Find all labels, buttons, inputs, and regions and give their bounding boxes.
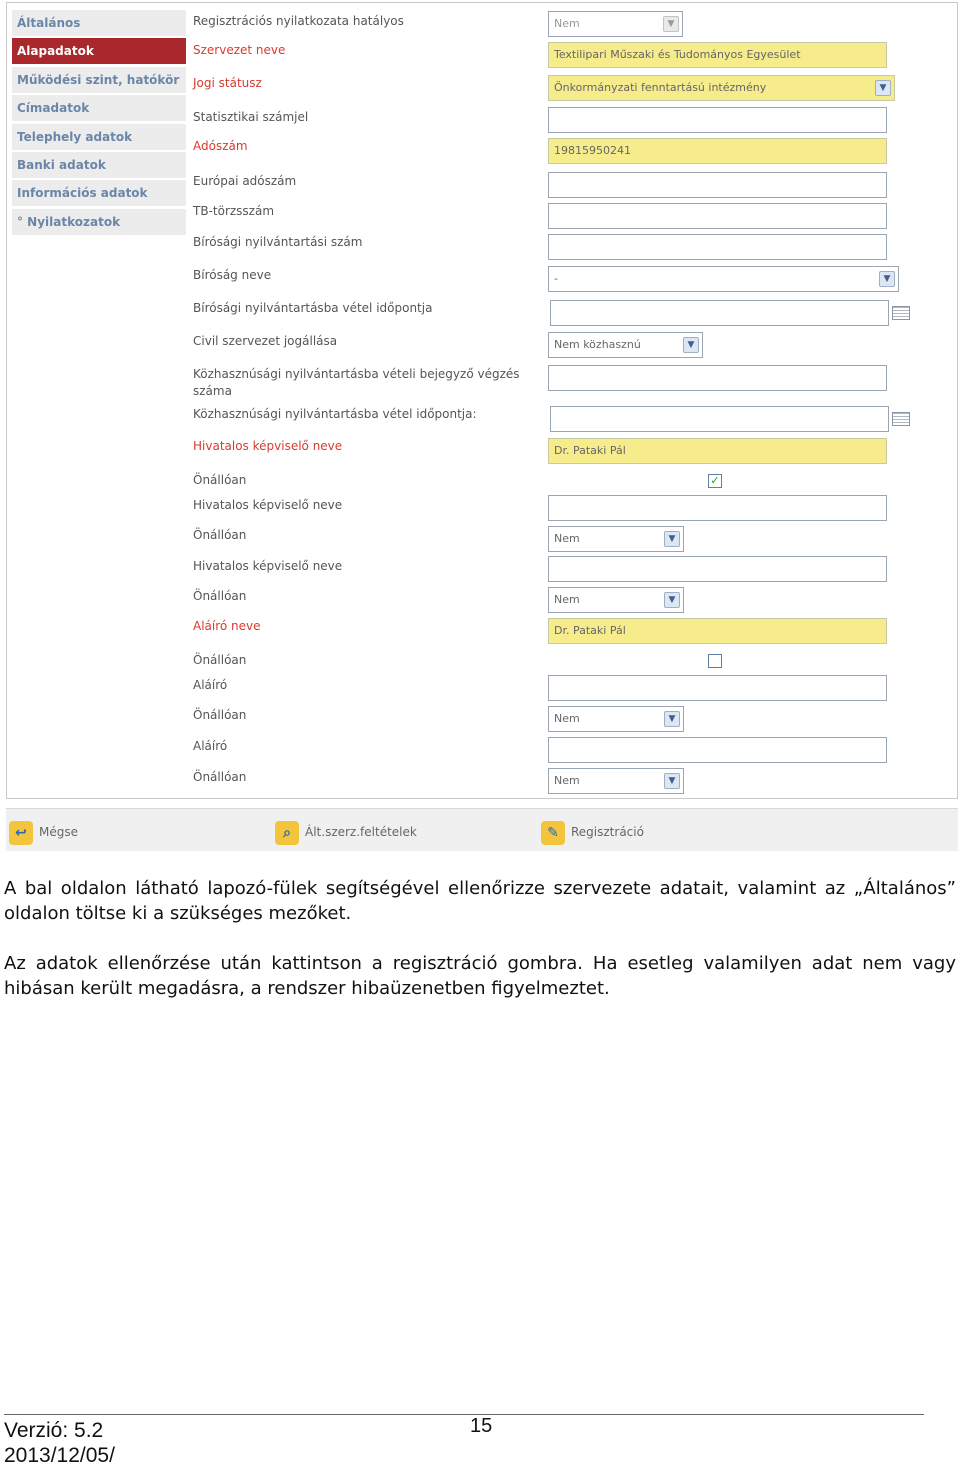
- court-name-select[interactable]: [548, 266, 899, 292]
- court-registration-number-input[interactable]: [548, 234, 887, 260]
- label-tb-number: TB-törzsszám: [193, 204, 275, 218]
- label-statistical-number: Statisztikai számjel: [193, 110, 309, 124]
- magnifier-icon: ⌕: [275, 821, 299, 845]
- label-independent-4: Önállóan: [193, 653, 247, 667]
- instruction-paragraph-1: A bal oldalon látható lapozó-fülek segítségével ellenőrizze szervezete adatait, valamint az „Általános” oldalon töltse ki a szükséges mezőket.: [4, 878, 956, 924]
- footer-date: 2013/12/05/: [4, 1444, 115, 1467]
- tab-informacios-adatok[interactable]: Információs adatok: [12, 180, 186, 206]
- eu-tax-number-input[interactable]: [548, 172, 887, 198]
- tab-cimadatok[interactable]: Címadatok: [12, 95, 186, 121]
- pencil-icon: ✎: [541, 821, 565, 845]
- terms-label: Ált.szerz.feltételek: [305, 825, 417, 839]
- select-value: Önkormányzati fenntartású intézmény: [554, 81, 767, 94]
- label-signatory-name: Aláíró neve: [193, 619, 261, 633]
- statistical-number-input[interactable]: [548, 107, 887, 133]
- civil-status-select[interactable]: [548, 332, 703, 358]
- select-value: Nem: [554, 532, 580, 545]
- chevron-down-icon: ▼: [683, 337, 699, 353]
- signatory-independent-checkbox[interactable]: [708, 654, 722, 668]
- chevron-down-icon: ▼: [664, 592, 680, 608]
- public-benefit-order-number-input[interactable]: [548, 365, 887, 391]
- footer-page-number: 15: [470, 1415, 493, 1437]
- chevron-down-icon: ▼: [664, 773, 680, 789]
- cancel-label: Mégse: [39, 825, 78, 839]
- terms-button[interactable]: [275, 819, 417, 845]
- official-rep-name-input[interactable]: Dr. Pataki Pál: [548, 438, 887, 464]
- calendar-icon[interactable]: [892, 306, 910, 320]
- footer-version: Verzió: 5.2: [4, 1419, 104, 1442]
- independent-5-select[interactable]: [548, 706, 684, 732]
- court-registration-date-input[interactable]: [550, 300, 889, 326]
- independent-checkbox[interactable]: ✓: [708, 474, 722, 488]
- chevron-down-icon: ▼: [663, 16, 679, 32]
- label-independent: Önállóan: [193, 473, 247, 487]
- tab-mukodesi-szint[interactable]: Működési szint, hatókör: [12, 67, 186, 93]
- back-arrow-icon: ↩: [9, 821, 33, 845]
- independent-2-select[interactable]: [548, 526, 684, 552]
- label-registration-valid: Regisztrációs nyilatkozata hatályos: [193, 14, 404, 28]
- chevron-down-icon: ▼: [875, 80, 891, 96]
- label-official-rep-name-2: Hivatalos képviselő neve: [193, 498, 343, 512]
- register-label: Regisztráció: [571, 825, 644, 839]
- select-value: Nem: [554, 712, 580, 725]
- select-value: Nem közhasznú: [554, 338, 641, 351]
- chevron-down-icon: ▼: [664, 531, 680, 547]
- tab-alapadatok[interactable]: Alapadatok: [12, 38, 186, 64]
- register-button[interactable]: [541, 819, 644, 845]
- label-eu-tax-number: Európai adószám: [193, 174, 297, 188]
- footer-divider: [4, 1414, 924, 1415]
- label-official-rep-name: Hivatalos képviselő neve: [193, 439, 343, 453]
- label-court-registration-date: Bírósági nyilvántartásba vétel időpontja: [193, 301, 433, 315]
- label-public-benefit-date: Közhasznúsági nyilvántartásba vétel időpontja:: [193, 407, 477, 421]
- tab-nyilatkozatok[interactable]: ° Nyilatkozatok: [12, 209, 186, 235]
- official-rep-name-2-input[interactable]: [548, 495, 887, 521]
- label-civil-status: Civil szervezet jogállása: [193, 334, 338, 348]
- official-rep-name-3-input[interactable]: [548, 556, 887, 582]
- registration-form-screenshot: [6, 2, 958, 850]
- registration-valid-select[interactable]: [548, 11, 683, 37]
- action-toolbar: [6, 808, 958, 851]
- signatory-name-input[interactable]: Dr. Pataki Pál: [548, 618, 887, 644]
- public-benefit-date-input[interactable]: [550, 406, 889, 432]
- select-value: Nem: [554, 774, 580, 787]
- instruction-paragraph-2: Az adatok ellenőrzése után kattintson a regisztráció gombra. Ha esetleg valamilyen adat nem vagy hibásan került megadásra, a rendszer hibaüzenetben figyelmeztet.: [4, 953, 956, 999]
- signatory-2-input[interactable]: [548, 675, 887, 701]
- select-value: Nem: [554, 593, 580, 606]
- independent-3-select[interactable]: [548, 587, 684, 613]
- label-signatory-3: Aláíró: [193, 739, 228, 753]
- legal-status-select[interactable]: [548, 75, 895, 101]
- organization-name-input[interactable]: Textilipari Műszaki és Tudományos Egyesület: [548, 42, 887, 68]
- label-public-benefit-order-number: Közhasznúsági nyilvántartásba vételi bejegyző végzés száma: [193, 367, 520, 398]
- tab-banki-adatok[interactable]: Banki adatok: [12, 152, 186, 178]
- label-court-name: Bíróság neve: [193, 268, 272, 282]
- tab-altalanos[interactable]: Általános: [12, 10, 186, 36]
- label-organization-name: Szervezet neve: [193, 43, 286, 57]
- label-signatory-2: Aláíró: [193, 678, 228, 692]
- label-legal-status: Jogi státusz: [193, 76, 262, 90]
- label-tax-number: Adószám: [193, 139, 248, 153]
- tb-number-input[interactable]: [548, 203, 887, 229]
- label-independent-2: Önállóan: [193, 528, 247, 542]
- form-panel: [6, 2, 958, 799]
- label-independent-3: Önállóan: [193, 589, 247, 603]
- signatory-3-input[interactable]: [548, 737, 887, 763]
- chevron-down-icon: ▼: [879, 271, 895, 287]
- label-court-registration-number: Bírósági nyilvántartási szám: [193, 235, 363, 249]
- independent-6-select[interactable]: [548, 768, 684, 794]
- select-value: Nem: [554, 17, 580, 30]
- tax-number-input[interactable]: 19815950241: [548, 138, 887, 164]
- cancel-button[interactable]: [9, 819, 78, 845]
- label-official-rep-name-3: Hivatalos képviselő neve: [193, 559, 343, 573]
- label-independent-5: Önállóan: [193, 708, 247, 722]
- tab-telephely-adatok[interactable]: Telephely adatok: [12, 124, 186, 150]
- select-value: -: [554, 272, 558, 285]
- chevron-down-icon: ▼: [664, 711, 680, 727]
- label-independent-6: Önállóan: [193, 770, 247, 784]
- calendar-icon[interactable]: [892, 412, 910, 426]
